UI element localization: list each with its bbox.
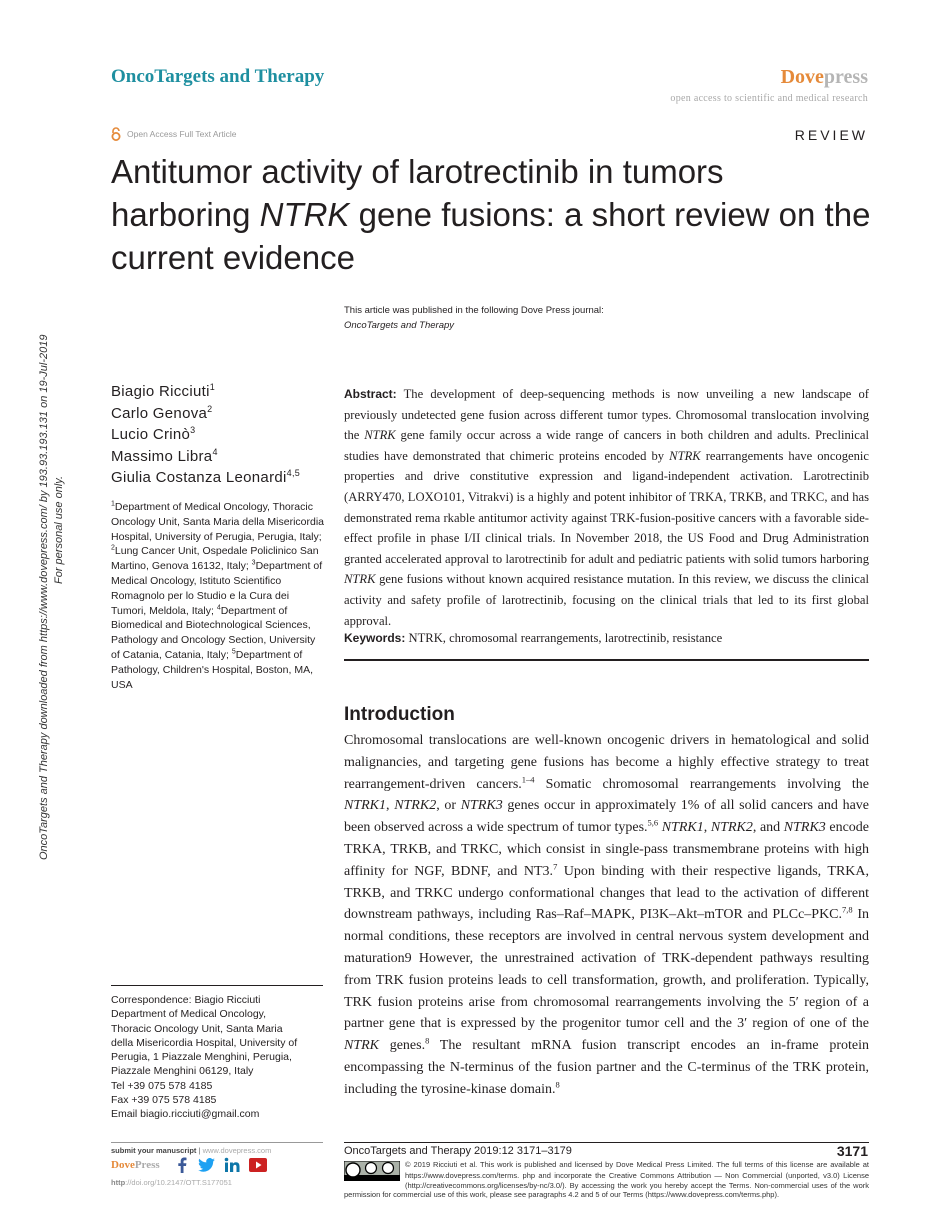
affil-num: 2 [111, 544, 115, 552]
correspondence-email[interactable]: Email biagio.ricciuti@gmail.com [111, 1108, 260, 1121]
abstract-text: The development of deep-sequencing methods is now unveiling a new landscape of previously undetected gene fusion across different tumor types. Chromosomal translocation involving the [344, 387, 869, 443]
gene-name: NTRK [344, 1038, 380, 1054]
submit-url: www.dovepress.com [202, 1146, 272, 1155]
affil-num: 3 [251, 559, 256, 567]
citation-ref: 5,6 [647, 817, 659, 828]
citation-line: OncoTargets and Therapy 2019:12 3171–3179 [344, 1145, 572, 1157]
gene-name: NTRK [669, 448, 701, 463]
author-name: Massimo Libra [111, 447, 213, 465]
correspondence [111, 993, 326, 1122]
body-text: encode TRKA, TRKB, and TRKC, which consist in single-pass transmembrane proteins with high affinity for NGF, BDNF, and NT3. [344, 820, 870, 879]
author [111, 381, 300, 403]
doi-label: http [111, 1178, 126, 1187]
nc-icon [383, 1163, 394, 1174]
affil-text: Department of Medical Oncology, Istituto Scientifico Romagnolo per lo Studio e la Cura dei Tumori, Meldola, Italy; [111, 560, 323, 617]
body-text: genes. [379, 1038, 426, 1054]
correspondence-line: Thoracic Oncology Unit, Santa Maria [111, 1022, 283, 1035]
by-icon [366, 1163, 377, 1174]
social-links [175, 1157, 267, 1173]
personal-use-note: For personal use only. [53, 475, 65, 584]
affil-num: 5 [231, 648, 236, 656]
abstract-text: gene fusions without known acquired resistance mutation. In this review, we discuss the clinical activity and safety profile of larotrectinib, focusing on the clinical trials that led to its first global approval. [344, 572, 869, 628]
body-text: , [703, 820, 711, 836]
doi-link[interactable] [111, 1178, 232, 1187]
citation-ref: 7,8 [842, 904, 853, 915]
citation-ref: 8 [425, 1035, 430, 1046]
facebook-icon[interactable] [175, 1157, 189, 1173]
gene-name: NTRK1 [344, 798, 387, 814]
section-heading: Introduction [344, 704, 455, 725]
doi-text: ://doi.org/10.2147/OTT.S177051 [125, 1178, 232, 1187]
title-part2: gene fusions: a short review on the current evidence [111, 196, 871, 276]
gene-name: NTRK1 [661, 820, 704, 836]
gene-name: NTRK [344, 572, 376, 587]
affil-text: Department of Biomedical and Biotechnological Sciences, Pathology and Oncology Section, University of Catania, Catania, Italy; [111, 604, 316, 661]
abstract [344, 384, 869, 631]
author [111, 403, 300, 425]
abstract-divider [344, 659, 869, 661]
author-affil: 1 [209, 382, 216, 392]
title-part1: Antitumor activity of larotrectinib in tumors harboring [111, 153, 724, 233]
dovepress-footer-logo [111, 1159, 160, 1171]
affil-text: Department of Pathology, Children's Hospital, Boston, MA, USA [111, 648, 313, 691]
author-affil: 4,5 [286, 468, 301, 478]
publication-note-text: This article was published in the following Dove Press journal: [344, 305, 604, 316]
abstract-label: Abstract: [344, 387, 397, 401]
abstract-text: gene family occur across a wide range of cancers in both children and adults. Preclinical studies have demonstrated that chimeric proteins encoded by [344, 428, 869, 463]
publication-note [344, 303, 604, 333]
affil-text: Lung Cancer Unit, Ospedale Policlinico San Martino, Genova 16132, Italy; [111, 545, 319, 573]
submit-separator: | [196, 1146, 203, 1155]
affil-num: 1 [111, 500, 115, 508]
author-list [111, 381, 300, 489]
author-name: Carlo Genova [111, 404, 208, 422]
author [111, 424, 300, 446]
license-text: © 2019 Ricciuti et al. This work is published and licensed by Dove Medical Press Limited. The full terms of this license are available at https://www.dovepress.com/terms. php and incorporate the Creative Commons Attribution — Non Commercial (unported, v3.0) License (http://creativecommons.org/licenses/by-nc/3.0/). By accessing the work you hereby accept the Terms. Non-commercial uses of the work [405, 1160, 869, 1190]
correspondence-line: Tel +39 075 578 4185 [111, 1079, 213, 1092]
creative-commons-badge[interactable] [344, 1161, 400, 1181]
author-affil: 2 [207, 403, 213, 414]
license-text-cont: permission for commercial use of this work, please see paragraphs 4.2 and 5 of our Terms (https://www.dovepress.com/terms.php). [344, 1190, 780, 1199]
author-affil: 4 [212, 446, 218, 457]
abstract-text: rearrangements have oncogenic properties and drive constitutive expression and ligand-independent activation. Larotrectinib (ARRY470, LOXO101, Vitrakvi) is a highly and potent inhibitor of TRKA, TRKB, and TRKC, and has demonstrated rema rkable antitumor activity against TRK-fusion-positive cancers with a favorable side-effect profile in phase I/II clinical trials. In November 2018, the US Food and Drug Administration granted accelerated approval to larotrectinib for adult and pediatric patients with solid tumors harboring [344, 448, 869, 566]
article-title [111, 150, 871, 279]
author-name: Giulia Costanza Leonardi [111, 469, 287, 486]
author [111, 446, 300, 468]
author-name: Biagio Ricciuti [111, 383, 210, 400]
gene-name: NTRK3 [783, 820, 826, 836]
download-note: OncoTargets and Therapy downloaded from https://www.dovepress.com/ by 193.93.193.131 on 19-Jul-2019 [38, 334, 50, 860]
publisher-tagline: open access to scientific and medical research [670, 93, 868, 104]
correspondence-line: Correspondence: Biagio Ricciuti [111, 994, 261, 1006]
gene-name: NTRK2 [394, 798, 437, 814]
journal-name: OncoTargets and Therapy [111, 66, 325, 87]
publisher-suffix: press [823, 66, 868, 88]
body-text: genes occur in approximately 1% of all solid cancers and have been observed across a wide spectrum of tumor types. [344, 798, 869, 836]
linkedin-icon[interactable] [224, 1157, 240, 1173]
citation-ref: 8 [555, 1079, 560, 1090]
body-text: , and [752, 820, 784, 836]
citation-ref: 7 [553, 861, 558, 872]
author-name: Lucio Crinò [111, 426, 191, 443]
body-text: In normal conditions, these receptors are involved in central nervous system development and maturation9 However, the unrestrained activation of TRK-dependent pathways resulting from TRK fusion proteins leads to cell transformation, growth, and proliferation. Typically, TRK fusion proteins arise from chromosomal rearrangements involving the 5′ region of a partner gene that is expressed by the progenitor tumor cell and the 3′ region of one of the [344, 907, 869, 1032]
correspondence-line: Piazzale Menghini 06129, Italy [111, 1065, 254, 1078]
submit-manuscript-link[interactable] [111, 1146, 271, 1155]
publication-note-journal: OncoTargets and Therapy [344, 320, 455, 331]
correspondence-line: Perugia, 1 Piazzale Menghini, Perugia, [111, 1051, 292, 1064]
page-number: 3171 [836, 1143, 868, 1159]
correspondence-line: Fax +39 075 578 4185 [111, 1094, 217, 1107]
title-gene: NTRK [259, 196, 350, 233]
keywords-text: NTRK, chromosomal rearrangements, larotrectinib, resistance [405, 631, 723, 645]
publisher-logo [781, 66, 868, 89]
body-text: Upon binding with their respective ligands, TRKA, TRKB, and TRKC undergo conformational changes that lead to the activation of different downstream pathways, including Ras–Raf–MAPK, PI3K–Akt–mTOR and PLCc–PKC. [344, 863, 869, 923]
open-access-text: Open Access Full Text Article [127, 129, 237, 139]
dove-text: Dove [111, 1159, 135, 1171]
correspondence-line: Department of Medical Oncology, [111, 1008, 267, 1021]
body-text: , or [436, 798, 461, 814]
gene-name: NTRK2 [710, 820, 753, 836]
affil-num: 4 [216, 604, 221, 612]
gene-name: NTRK [364, 428, 396, 443]
affil-text: Department of Medical Oncology, Thoracic Oncology Unit, Santa Maria della Misericordia Hospital, University of Perugia, Perugia, Italy; [111, 501, 325, 543]
keywords-label: Keywords: [344, 631, 406, 645]
keywords [344, 628, 869, 648]
gene-name: NTRK3 [460, 798, 503, 814]
open-access-label [111, 127, 236, 141]
author-affil: 3 [190, 425, 196, 435]
cc-icon [346, 1163, 360, 1177]
body-text: , [386, 798, 395, 814]
footer-divider-left [111, 1142, 323, 1143]
open-access-icon [111, 127, 121, 141]
article-type: REVIEW [794, 127, 868, 143]
twitter-icon[interactable] [198, 1158, 215, 1172]
body-text: Somatic chromosomal rearrangements involving the [534, 776, 869, 792]
youtube-icon[interactable] [249, 1158, 267, 1172]
correspondence-divider [111, 985, 323, 986]
affiliations [111, 500, 326, 692]
press-text: Press [134, 1159, 160, 1171]
publisher-main: Dove [780, 66, 824, 88]
introduction-body [344, 730, 869, 1101]
submit-label: submit your manuscript [111, 1146, 197, 1155]
body-text: Chromosomal translocations are well-known oncogenic drivers in hematological and solid malignancies, and targeting gene fusions has become a highly effective strategy to treat rearrangement-driven cancers. [344, 733, 869, 792]
body-text: The resultant mRNA fusion transcript encodes an in-frame protein encompassing the N-terminus of the fusion partner and the C-terminus of the TRK protein, including the tyrosine-kinase domain. [344, 1038, 869, 1097]
author [111, 467, 300, 489]
citation-ref: 1–4 [521, 773, 535, 784]
correspondence-line: della Misericordia Hospital, University of [111, 1036, 298, 1049]
footer-divider-right [344, 1142, 869, 1143]
